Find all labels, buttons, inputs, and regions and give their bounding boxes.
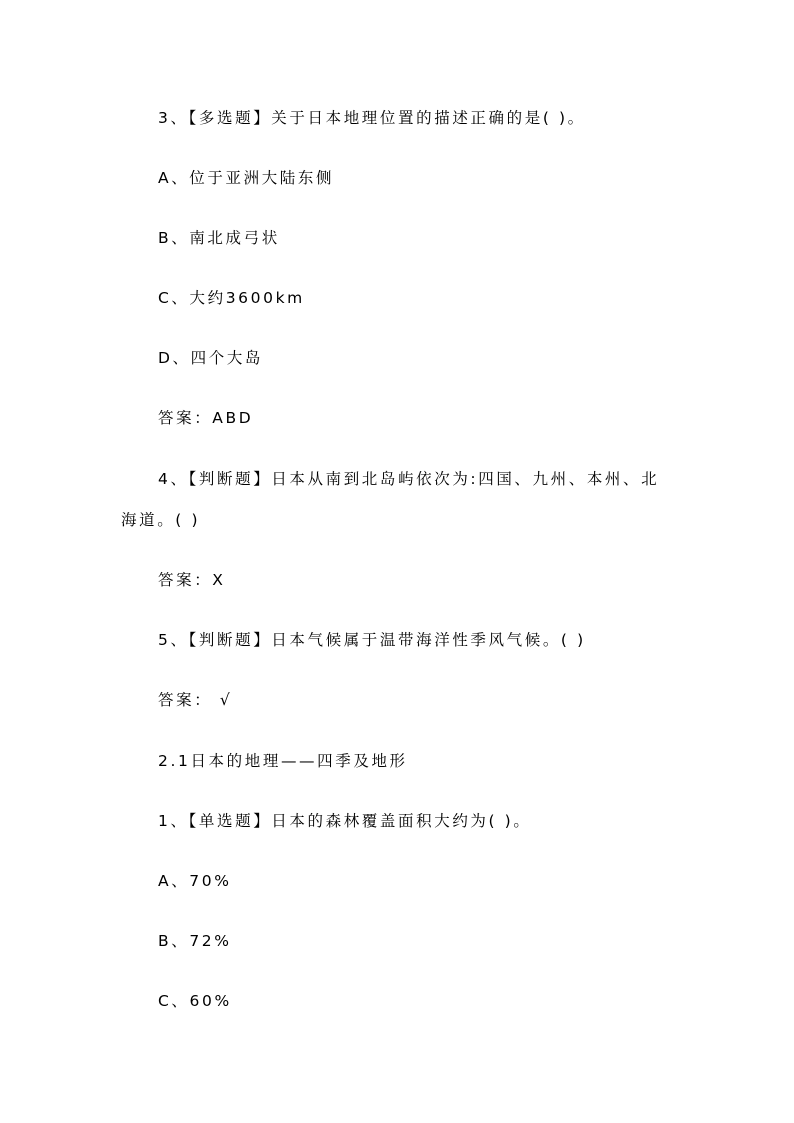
question-3-option-b: B、南北成弓状 <box>158 229 280 247</box>
section-question-1-option-c: C、60% <box>158 992 232 1010</box>
question-4-stem: 4、【判断题】日本从南到北岛屿依次为:四国、九州、本州、北 <box>158 470 660 488</box>
question-3-option-a: A、位于亚洲大陆东侧 <box>158 169 335 187</box>
question-5-answer: 答案： √ <box>158 691 233 709</box>
section-question-1-option-a: A、70% <box>158 872 232 890</box>
question-5-stem: 5、【判断题】日本气候属于温带海洋性季风气候。( ) <box>158 631 586 649</box>
section-question-1-stem: 1、【单选题】日本的森林覆盖面积大约为( )。 <box>158 812 532 830</box>
question-3-option-c: C、大约3600km <box>158 289 305 307</box>
section-heading: 2.1日本的地理——四季及地形 <box>158 752 408 770</box>
question-3-answer: 答案：ABD <box>158 409 254 427</box>
question-4-answer: 答案：X <box>158 571 226 589</box>
section-question-1-option-b: B、72% <box>158 932 232 950</box>
question-4-stem-continued: 海道。( ) <box>121 511 201 529</box>
question-3-stem: 3、【多选题】关于日本地理位置的描述正确的是( )。 <box>158 109 586 127</box>
question-3-option-d: D、四个大岛 <box>158 349 264 367</box>
